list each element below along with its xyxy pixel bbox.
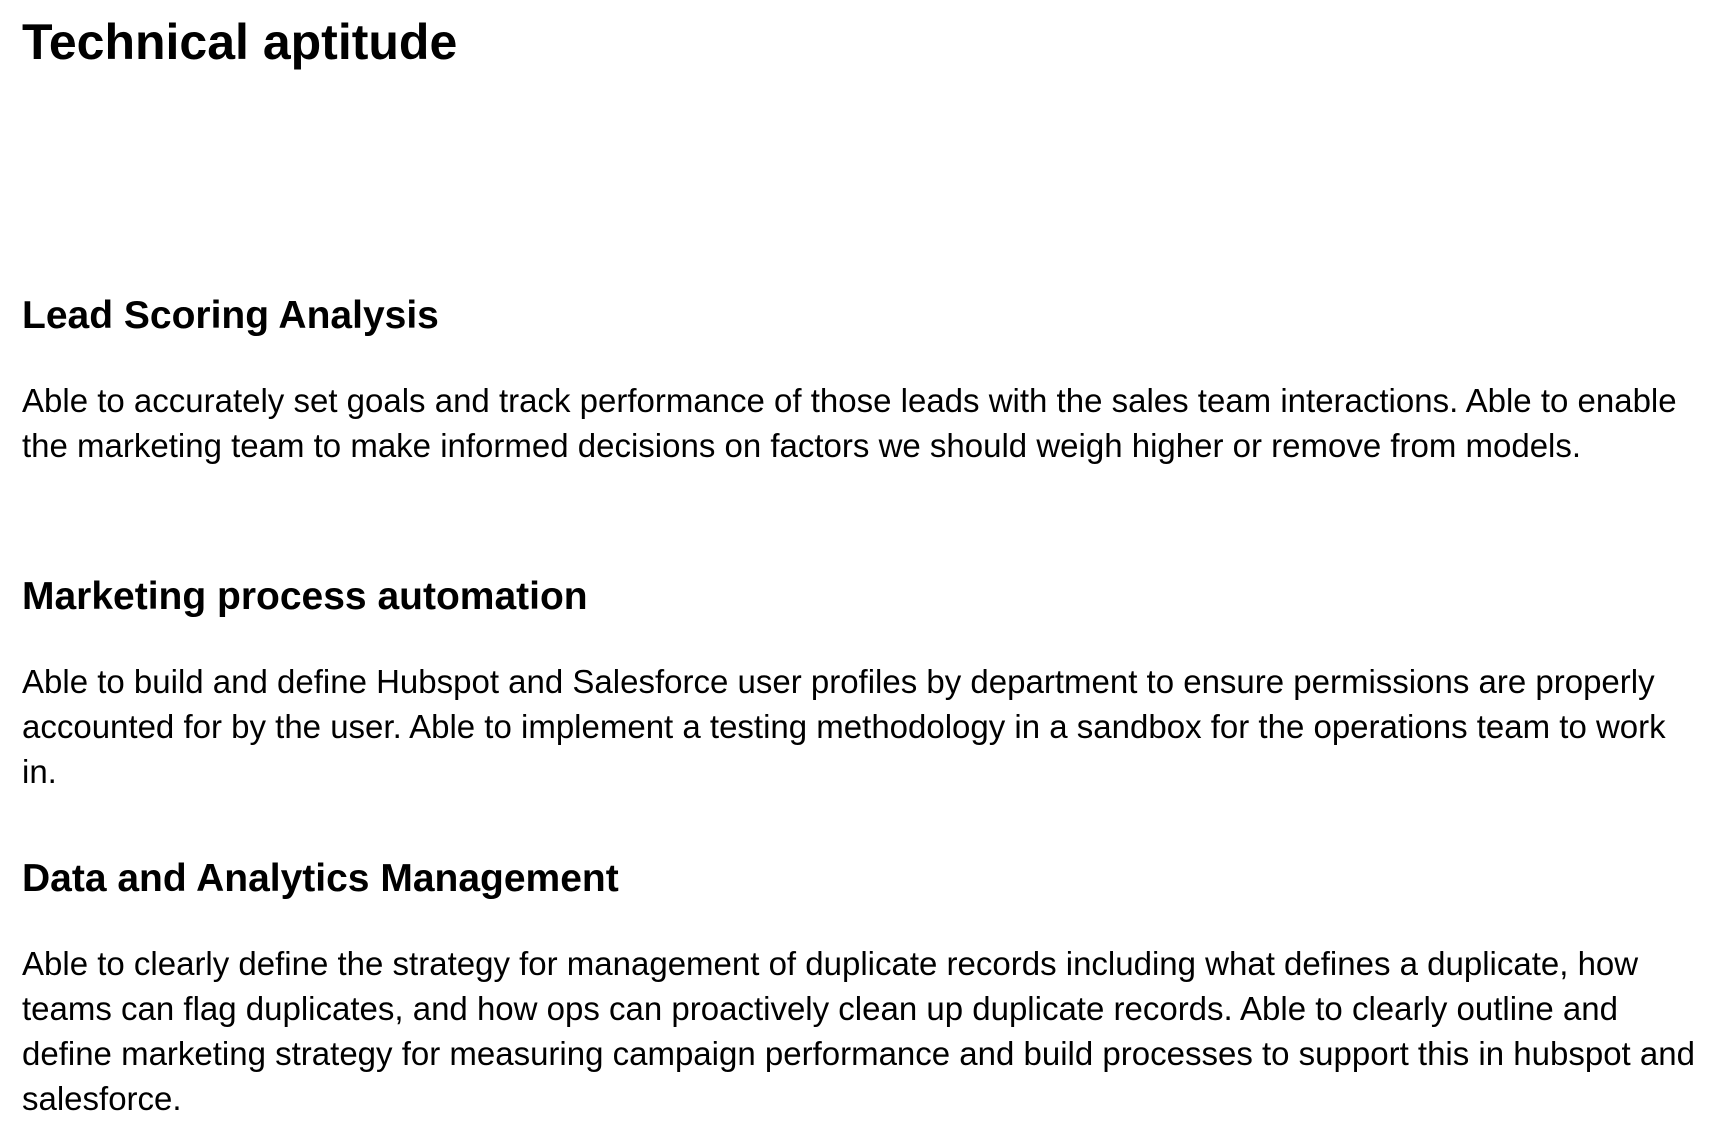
section-marketing-process-automation (22, 573, 1702, 794)
section-body: Able to build and define Hubspot and Salesforce user profiles by department to ensure permissions are properly accounted for by the user. Able to implement a testing methodology in a sandbox for the operations team to work in. (22, 663, 1666, 790)
page-title: Technical aptitude (22, 14, 458, 70)
section-body: Able to accurately set goals and track performance of those leads with the sales team interactions. Able to enable the marketing team to make informed decisions on factors we should weigh higher or remove from models. (22, 382, 1677, 464)
section-heading: Lead Scoring Analysis (22, 294, 439, 337)
section-body: Able to clearly define the strategy for management of duplicate records including what defines a duplicate, how teams can flag duplicates, and how ops can proactively clean up duplicate records. Able to clearly outline and define marketing strategy for measuring campaign performance and build processes to support this in hubspot and salesforce. (22, 945, 1695, 1117)
section-data-and-analytics-management (22, 855, 1702, 1121)
section-lead-scoring-analysis (22, 292, 1702, 468)
section-heading: Data and Analytics Management (22, 857, 619, 900)
section-heading: Marketing process automation (22, 575, 588, 618)
